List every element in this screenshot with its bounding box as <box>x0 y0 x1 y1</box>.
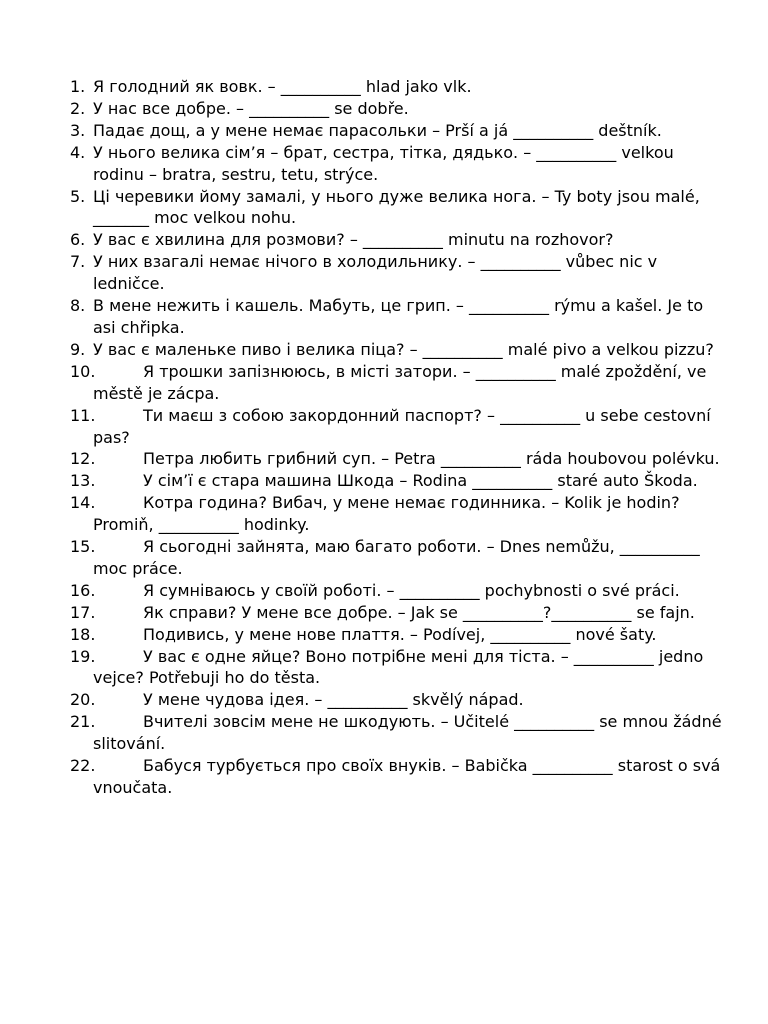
item-text: У них взагалі немає нічого в холодильнику. – __________ vůbec nic v ledničce. <box>93 252 658 294</box>
item-number: 18. <box>70 624 96 644</box>
item-text: Як справи? У мене все добре. – Jak se __________?__________ se fajn. <box>143 602 695 622</box>
item-number: 17. <box>70 602 96 622</box>
list-item <box>0 186 768 230</box>
item-text: У сім’ї є стара машина Шкода – Rodina __________ staré auto Škoda. <box>143 471 698 491</box>
list-item <box>0 142 768 186</box>
list-item <box>0 120 768 142</box>
list-item <box>0 646 768 690</box>
list-item <box>0 98 768 120</box>
list-item <box>0 448 768 470</box>
list-item <box>0 76 768 98</box>
item-text: Падає дощ, а у мене немає парасольки – Prší a já __________ deštník. <box>93 120 662 140</box>
item-text: У нас все добре. – __________ se dobře. <box>93 98 409 118</box>
list-item <box>0 295 768 339</box>
list-item <box>0 580 768 602</box>
item-text: Подивись, у мене нове плаття. – Podívej, __________ nové šaty. <box>143 624 657 644</box>
item-text: Ти маєш з собою закордонний паспорт? – __________ u sebe cestovní pas? <box>93 405 711 447</box>
item-text: Котра година? Вибач, у мене немає годинника. – Kolik je hodin? Promiň, __________ hodinky. <box>93 493 680 535</box>
list-item <box>0 229 768 251</box>
item-number: 9. <box>70 339 86 359</box>
item-text: У вас є одне яйце? Воно потрібне мені для тіста. – __________ jedno vejce? Potřebuji ho do těsta. <box>93 646 704 688</box>
item-text: Я сумніваюсь у своїй роботі. – __________ pochybnosti o své práci. <box>143 580 680 600</box>
item-number: 7. <box>70 252 86 272</box>
list-item <box>0 711 768 755</box>
item-text: Бабуся турбується про своїх внуків. – Babička __________ starost o svá vnoučata. <box>93 756 721 797</box>
item-number: 6. <box>70 230 86 250</box>
list-item <box>0 251 768 295</box>
item-number: 15. <box>70 537 96 557</box>
item-number: 22. <box>70 756 96 776</box>
item-number: 20. <box>70 690 96 710</box>
item-number: 13. <box>70 471 96 491</box>
item-text: У вас є хвилина для розмови? – __________ minutu na rozhovor? <box>93 230 614 250</box>
list-item <box>0 361 768 405</box>
exercise-list <box>0 76 768 799</box>
item-text: Я сьогодні зайнята, маю багато роботи. – Dnes nemůžu, __________ moc práce. <box>93 537 700 578</box>
list-item <box>0 624 768 646</box>
item-text: Петра любить грибний суп. – Petra __________ ráda houbovou polévku. <box>143 449 720 469</box>
list-item <box>0 536 768 580</box>
item-text: У вас є маленьке пиво і велика піца? – __________ malé pivo a velkou pizzu? <box>93 339 714 359</box>
item-number: 14. <box>70 493 96 513</box>
item-number: 5. <box>70 186 86 206</box>
item-number: 1. <box>70 77 86 96</box>
item-number: 8. <box>70 296 86 316</box>
item-number: 10. <box>70 361 96 381</box>
list-item <box>0 339 768 361</box>
list-item <box>0 470 768 492</box>
list-item <box>0 689 768 711</box>
item-text: В мене нежить і кашель. Мабуть, це грип. – __________ rýmu a kašel. Je to asi chřipka. <box>93 296 704 337</box>
item-text: Ці черевики йому замалі, у нього дуже велика нога. – Ty boty jsou malé, _______ moc velkou nohu. <box>93 186 700 228</box>
item-text: Я голодний як вовк. – __________ hlad jako vlk. <box>93 77 472 96</box>
item-text: Вчителі зовсім мене не шкодують. – Učitelé __________ se mnou žádné slitování. <box>93 712 722 754</box>
item-number: 11. <box>70 405 96 425</box>
list-item <box>0 755 768 799</box>
item-number: 3. <box>70 120 86 140</box>
list-item <box>0 492 768 536</box>
item-number: 16. <box>70 580 96 600</box>
item-text: У мене чудова ідея. – __________ skvělý nápad. <box>143 690 524 710</box>
list-item <box>0 602 768 624</box>
item-number: 2. <box>70 98 86 118</box>
item-text: Я трошки запізнююсь, в місті затори. – __________ malé zpoždění, ve městě je zácpa. <box>93 361 707 403</box>
item-number: 4. <box>70 142 86 162</box>
item-number: 19. <box>70 646 96 666</box>
item-number: 12. <box>70 449 96 469</box>
item-text: У нього велика сім’я – брат, сестра, тітка, дядько. – __________ velkou rodinu – bratra, sestru, tetu, strýce. <box>93 142 674 184</box>
item-number: 21. <box>70 712 96 732</box>
list-item <box>0 405 768 449</box>
